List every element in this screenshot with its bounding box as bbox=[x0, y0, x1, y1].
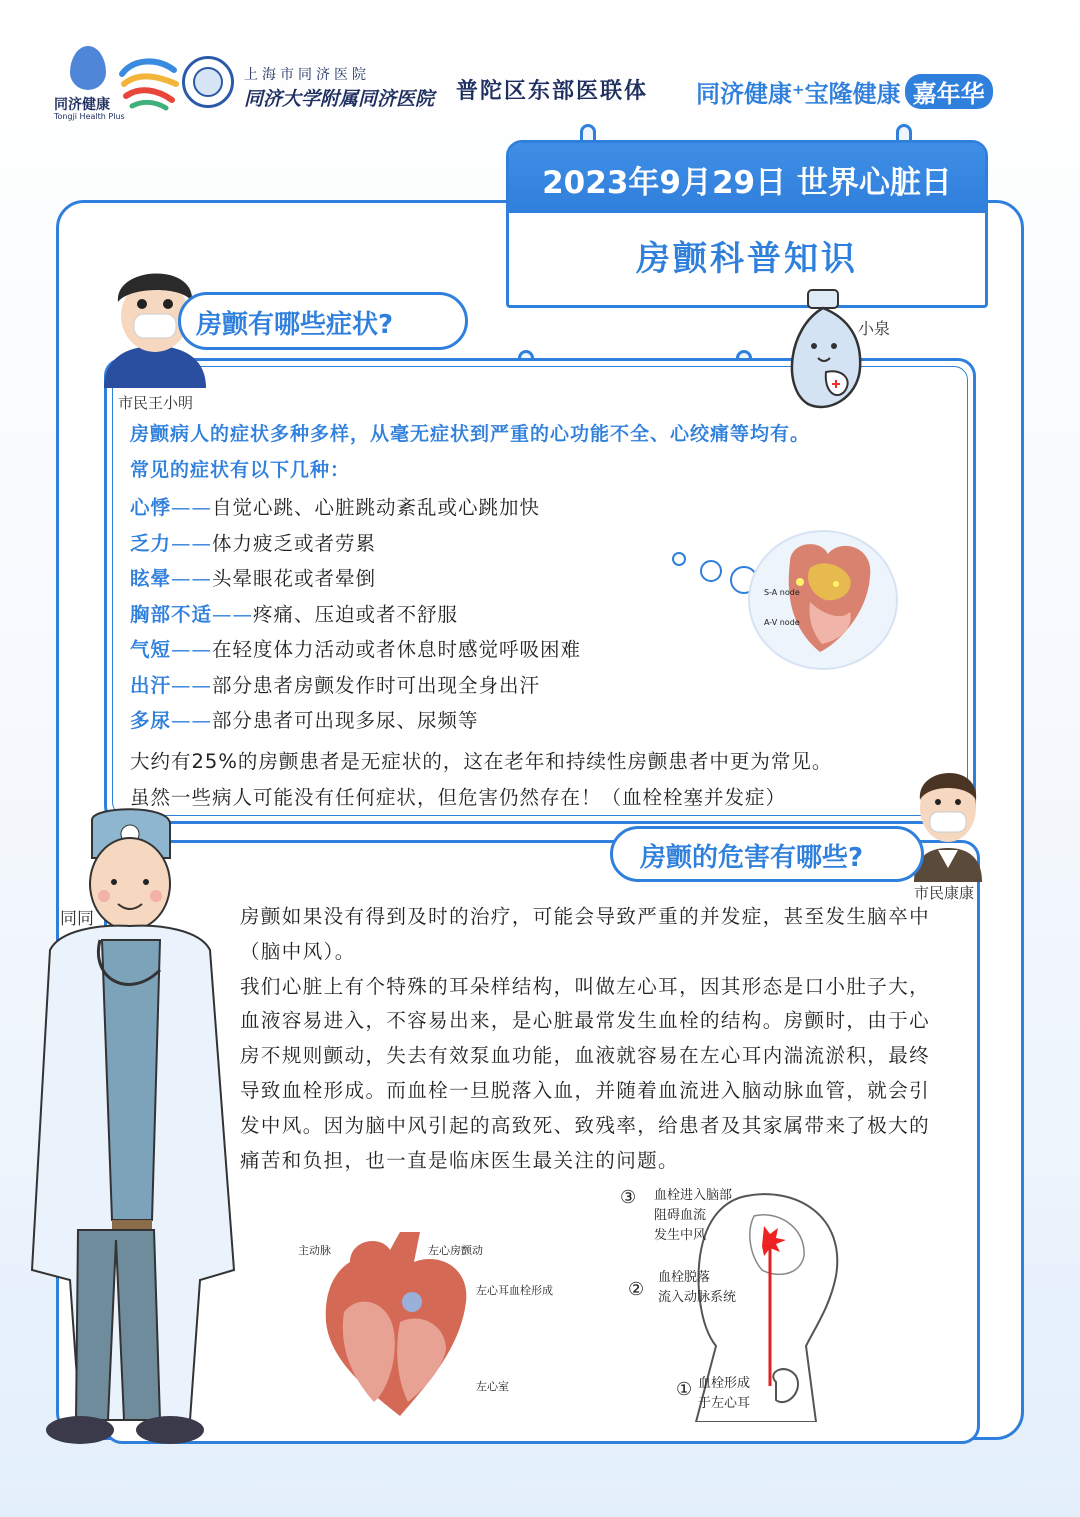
hospital-name: 上海市同济医院 bbox=[244, 67, 370, 83]
title-card bbox=[506, 140, 988, 308]
page-title: 房颤科普知识 bbox=[636, 239, 858, 279]
symptom-item: 心悸——自觉心跳、心脏跳动紊乱或心跳加快 bbox=[130, 496, 541, 519]
step3-number: ③ bbox=[620, 1187, 637, 1208]
note-line: 虽然一些病人可能没有任何症状，但危害仍然存在！（血栓栓塞并发症） bbox=[130, 786, 787, 809]
sa-node-label: S-A node bbox=[764, 588, 800, 597]
question-banner-harms bbox=[610, 826, 924, 882]
carnival-brand-text: 同济健康⁺宝隆健康 bbox=[696, 80, 901, 108]
doctor-tongtong-illustration bbox=[20, 800, 246, 1456]
symptoms-intro-line: 常见的症状有以下几种： bbox=[130, 459, 351, 481]
step2-number: ② bbox=[628, 1279, 645, 1300]
harms-paragraph: 房颤如果没有得到及时的治疗，可能会导致严重的并发症，甚至发生脑卒中（脑中风）。 bbox=[240, 905, 930, 963]
question-harms: 房颤的危害有哪些? bbox=[640, 843, 864, 873]
symptom-item: 出汗——部分患者房颤发作时可出现全身出汗 bbox=[130, 673, 541, 697]
question-symptoms: 房颤有哪些症状? bbox=[196, 310, 394, 340]
heart-thrombus-diagram bbox=[290, 1232, 560, 1422]
laa-thrombus-label: 左心耳血栓形成 bbox=[476, 1284, 553, 1297]
av-node-label: A-V node bbox=[764, 618, 800, 627]
asymptomatic-note bbox=[130, 744, 970, 816]
step3-line: 血栓进入脑部 bbox=[654, 1188, 733, 1203]
bubble-decoration bbox=[700, 560, 722, 582]
heart-conduction-image bbox=[748, 530, 898, 670]
logo-subtitle: Tongji Health Plus bbox=[54, 112, 125, 121]
page-header bbox=[0, 0, 1080, 130]
title-band bbox=[509, 143, 985, 213]
carnival-badge: 嘉年华 bbox=[905, 74, 993, 109]
stroke-pathway-diagram bbox=[616, 1186, 846, 1422]
harms-paragraph: 我们心脏上有个特殊的耳朵样结构，叫做左心耳，因其形态是口小肚子大，血液容易进入，不容易出来，是心脏最常发生血栓的结构。房颤时，由于心房不规则颤动，失去有效泵血功能，血液就容易在左心耳内湍流淤积，最终导致血栓形成。而血栓一旦脱落入血，并随着血流进入脑动脉血管，就会引发中风。因为脑中风引起的高致死、致残率，给患者及其家属带来了极大的痛苦和负担，也一直是临床医生最关注的问题。 bbox=[240, 974, 930, 1172]
heart-cross-section-icon bbox=[290, 1232, 560, 1422]
symptoms-intro bbox=[130, 416, 810, 488]
water-drop-icon bbox=[70, 46, 106, 90]
step3-line: 阻碍血流 bbox=[654, 1208, 707, 1223]
symptom-item: 多尿——部分患者可出现多尿、尿频等 bbox=[130, 709, 479, 732]
symptom-item: 乏力——体力疲乏或者劳累 bbox=[130, 531, 377, 555]
step1-line: 于左心耳 bbox=[698, 1396, 751, 1411]
symptom-item: 气短——在轻度体力活动或者休息时感觉呼吸困难 bbox=[130, 638, 582, 661]
step1-number: ① bbox=[676, 1379, 693, 1400]
mascot-xiaoquan-label: 小泉 bbox=[858, 319, 891, 338]
left-ventricle-label: 左心室 bbox=[476, 1380, 509, 1393]
bubble-decoration bbox=[672, 552, 686, 566]
step1-line: 血栓形成 bbox=[698, 1376, 751, 1391]
carnival-brand bbox=[696, 74, 993, 109]
aorta-label: 主动脉 bbox=[298, 1244, 331, 1257]
question-banner-symptoms bbox=[178, 292, 468, 350]
symptoms-intro-line: 房颤病人的症状多种多样，从毫无症状到严重的心功能不全、心绞痛等均有。 bbox=[130, 423, 811, 445]
symptom-item: 眩晕——头晕眼花或者晕倒 bbox=[130, 567, 377, 590]
hospital-affiliation: 同济大学附属同济医院 bbox=[244, 88, 435, 110]
step2-line: 流入动脉系统 bbox=[658, 1290, 737, 1305]
step2-line: 血栓脱落 bbox=[658, 1270, 711, 1285]
heart-illustration-icon bbox=[750, 532, 898, 670]
citizen-kangkang-label: 市民康康 bbox=[914, 884, 975, 902]
symptom-item: 胸部不适——疼痛、压迫或者不舒服 bbox=[130, 602, 459, 626]
citizen-wang-label: 市民王小明 bbox=[118, 394, 194, 412]
doctor-tongtong-label: 同同 bbox=[60, 909, 94, 929]
af-label: 左心房颤动 bbox=[428, 1244, 483, 1257]
note-line: 大约有25%的房颤患者是无症状的，这在老年和持续性房颤患者中更为常见。 bbox=[130, 750, 833, 773]
mascot-xiaoquan-icon bbox=[778, 288, 868, 412]
symptom-list bbox=[130, 490, 581, 739]
event-date-title: 2023年9月29日 世界心脏日 bbox=[542, 165, 952, 201]
hospital-seal-logo bbox=[182, 56, 234, 108]
harms-text bbox=[240, 900, 930, 1178]
logo-name: 同济健康 bbox=[54, 97, 110, 113]
medical-alliance-name: 普陀区东部医联体 bbox=[456, 78, 649, 104]
wave-logo-icon bbox=[118, 54, 180, 112]
step3-line: 发生中风 bbox=[654, 1228, 707, 1243]
tongji-health-logo bbox=[54, 46, 125, 121]
